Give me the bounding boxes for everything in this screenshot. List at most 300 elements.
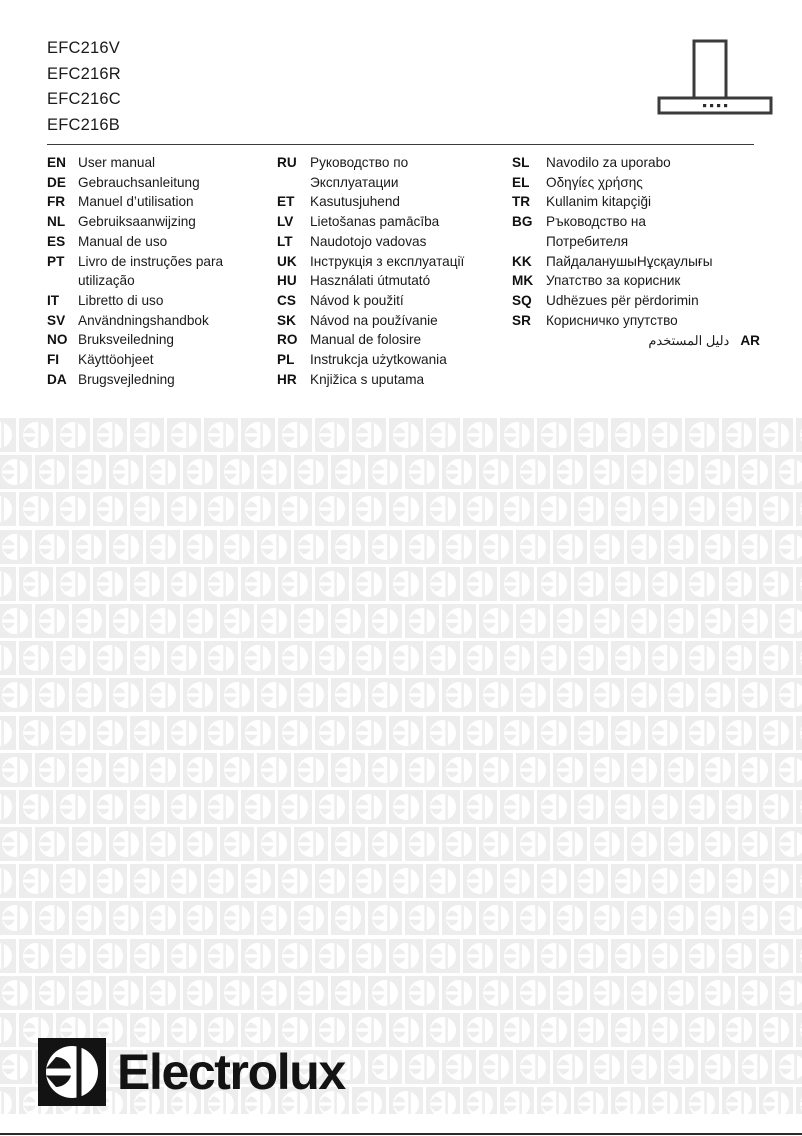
electrolux-logo-mark-tile-icon (722, 939, 756, 973)
electrolux-logo-mark-tile-icon (738, 1050, 772, 1084)
electrolux-logo-mark-tile-icon (537, 716, 571, 750)
language-label: Інструкція з експлуатації (310, 253, 465, 269)
electrolux-logo-mark-tile-icon (479, 827, 513, 861)
language-row (512, 252, 760, 272)
language-row (47, 291, 279, 311)
electrolux-logo-mark-tile-icon (278, 567, 312, 601)
electrolux-logo-mark-tile-icon (72, 827, 106, 861)
language-row (277, 271, 505, 291)
electrolux-logo-mark-tile-icon (405, 1050, 439, 1084)
electrolux-logo-mark-tile-icon (759, 939, 793, 973)
electrolux-logo-mark-tile-icon (241, 567, 275, 601)
language-row (47, 153, 279, 173)
electrolux-logo-mark-tile-icon (611, 492, 645, 526)
electrolux-logo-mark-tile-icon (352, 790, 386, 824)
electrolux-logo-mark-tile-icon (442, 976, 476, 1010)
electrolux-logo-mark-tile-icon (537, 567, 571, 601)
electrolux-logo-mark-tile-icon (389, 567, 423, 601)
watermark-row (0, 901, 802, 938)
electrolux-logo-mark-tile-icon (537, 939, 571, 973)
electrolux-logo-mark-tile-icon (590, 753, 624, 787)
electrolux-logo-mark-tile-icon (685, 492, 719, 526)
electrolux-logo-mark-tile-icon (426, 641, 460, 675)
electrolux-logo-mark-tile-icon (426, 418, 460, 452)
electrolux-logo-mark-tile-icon (664, 530, 698, 564)
electrolux-logo-mark-tile-icon (685, 1087, 719, 1114)
model-number: EFC216C (47, 90, 121, 108)
electrolux-logo-mark-tile-icon (722, 567, 756, 601)
language-label: Livro de instruções para (78, 253, 224, 269)
electrolux-logo-mark-tile-icon (463, 1013, 497, 1047)
electrolux-logo-mark-tile-icon (0, 753, 32, 787)
electrolux-logo-mark-tile-icon (130, 790, 164, 824)
electrolux-logo-mark-tile-icon (389, 790, 423, 824)
electrolux-logo-mark-tile-icon (611, 716, 645, 750)
watermark-row (0, 604, 802, 641)
language-code: DE (47, 174, 66, 190)
electrolux-logo-mark-tile-icon (368, 827, 402, 861)
language-code: FR (47, 194, 66, 210)
language-code: HU (277, 273, 297, 289)
electrolux-logo-mark-tile-icon (0, 530, 32, 564)
electrolux-logo-mark-tile-icon (204, 716, 238, 750)
electrolux-logo-mark-tile-icon (590, 976, 624, 1010)
electrolux-logo-mark-tile-icon (442, 901, 476, 935)
electrolux-logo-mark-tile-icon (426, 864, 460, 898)
electrolux-logo-mark-tile-icon (648, 418, 682, 452)
language-label: Manual de uso (78, 233, 168, 249)
electrolux-logo-mark-tile-icon (93, 567, 127, 601)
electrolux-logo-mark-tile-icon (109, 753, 143, 787)
language-label: Instrukcja użytkowania (310, 352, 447, 368)
electrolux-logo-mark-tile-icon (516, 530, 550, 564)
watermark-row (0, 641, 802, 678)
model-number-list (47, 36, 121, 138)
electrolux-logo-mark-tile-icon (389, 641, 423, 675)
electrolux-logo-mark-tile-icon (167, 567, 201, 601)
electrolux-logo-mark-tile-icon (590, 1050, 624, 1084)
electrolux-logo-mark-tile-icon (278, 939, 312, 973)
electrolux-logo-mark-tile-icon (648, 567, 682, 601)
electrolux-logo-mark-tile-icon (93, 641, 127, 675)
electrolux-logo-mark-tile-icon (648, 641, 682, 675)
electrolux-logo-mark-tile-icon (315, 418, 349, 452)
electrolux-logo-mark-tile-icon (553, 678, 587, 712)
electrolux-logo-mark-tile-icon (257, 827, 291, 861)
electrolux-logo-mark-tile-icon (685, 418, 719, 452)
language-label: Naudotojo vadovas (310, 233, 427, 249)
electrolux-logo-mark-tile-icon (722, 790, 756, 824)
electrolux-logo-mark-tile-icon (775, 753, 802, 787)
language-row-arabic (512, 331, 760, 351)
language-row (277, 370, 505, 390)
electrolux-logo-mark-tile-icon (463, 641, 497, 675)
electrolux-logo-mark-tile-icon (516, 604, 550, 638)
electrolux-logo-mark-tile-icon (93, 939, 127, 973)
electrolux-logo-mark-tile-icon (516, 753, 550, 787)
language-row (47, 350, 279, 370)
language-code: EL (512, 174, 530, 190)
electrolux-logo-mark-tile-icon (426, 492, 460, 526)
electrolux-logo-mark-tile-icon (352, 567, 386, 601)
electrolux-logo-mark-icon (38, 1038, 106, 1106)
electrolux-logo-mark-tile-icon (516, 678, 550, 712)
electrolux-logo-mark-tile-icon (93, 418, 127, 452)
electrolux-logo-mark-tile-icon (146, 901, 180, 935)
electrolux-logo-mark-tile-icon (701, 753, 735, 787)
electrolux-logo-mark-tile-icon (368, 1050, 402, 1084)
electrolux-logo-mark-tile-icon (574, 1013, 608, 1047)
model-number: EFC216V (47, 39, 120, 57)
electrolux-logo-mark-tile-icon (146, 827, 180, 861)
electrolux-logo-mark-tile-icon (93, 790, 127, 824)
electrolux-logo-mark-tile-icon (56, 418, 90, 452)
electrolux-logo-mark-tile-icon (796, 790, 802, 824)
electrolux-logo-mark-tile-icon (648, 1013, 682, 1047)
electrolux-logo-mark-tile-icon (257, 901, 291, 935)
language-column-1 (47, 153, 279, 389)
language-code: BG (512, 214, 533, 230)
electrolux-logo-mark-tile-icon (664, 827, 698, 861)
electrolux-logo-mark-tile-icon (405, 753, 439, 787)
electrolux-logo-mark-tile-icon (35, 901, 69, 935)
electrolux-logo-mark-tile-icon (627, 455, 661, 489)
electrolux-logo-mark-tile-icon (405, 827, 439, 861)
electrolux-logo-mark-tile-icon (553, 976, 587, 1010)
electrolux-logo-mark-tile-icon (590, 530, 624, 564)
electrolux-logo-mark-tile-icon (204, 492, 238, 526)
electrolux-logo-mark-tile-icon (701, 827, 735, 861)
electrolux-logo-mark-tile-icon (278, 864, 312, 898)
electrolux-logo-mark-tile-icon (220, 753, 254, 787)
language-code: PT (47, 253, 65, 269)
electrolux-logo-mark-tile-icon (19, 567, 53, 601)
electrolux-logo-mark-tile-icon (220, 827, 254, 861)
language-label: Kasutusjuhend (310, 194, 400, 210)
electrolux-logo-mark-tile-icon (109, 901, 143, 935)
electrolux-logo-mark-tile-icon (204, 790, 238, 824)
language-row (47, 370, 279, 390)
electrolux-logo-mark-tile-icon (648, 716, 682, 750)
electrolux-logo-mark-tile-icon (442, 530, 476, 564)
electrolux-logo-mark-tile-icon (516, 455, 550, 489)
watermark-row (0, 827, 802, 864)
electrolux-logo-mark-tile-icon (368, 604, 402, 638)
electrolux-logo-mark-tile-icon (19, 716, 53, 750)
electrolux-logo-mark-tile-icon (648, 939, 682, 973)
language-row (277, 330, 505, 350)
electrolux-logo-mark-tile-icon (352, 641, 386, 675)
electrolux-logo-mark-tile-icon (130, 864, 164, 898)
electrolux-logo-mark-tile-icon (109, 530, 143, 564)
electrolux-logo-mark-tile-icon (611, 1087, 645, 1114)
electrolux-logo-mark-tile-icon (19, 641, 53, 675)
electrolux-logo-mark-tile-icon (574, 418, 608, 452)
electrolux-logo-mark-tile-icon (204, 939, 238, 973)
language-label-line2: utilização (78, 273, 135, 289)
electrolux-logo-mark-tile-icon (0, 790, 16, 824)
language-row (277, 232, 505, 252)
electrolux-logo-mark-tile-icon (796, 567, 802, 601)
electrolux-logo-mark-tile-icon (204, 418, 238, 452)
language-code: RO (277, 332, 298, 348)
electrolux-logo-mark-tile-icon (627, 1050, 661, 1084)
electrolux-logo-mark-tile-icon (315, 567, 349, 601)
electrolux-logo-mark-tile-icon (701, 604, 735, 638)
electrolux-logo-mark-tile-icon (183, 901, 217, 935)
electrolux-logo-mark-tile-icon (0, 641, 16, 675)
watermark-row (0, 530, 802, 567)
electrolux-logo-mark-tile-icon (0, 1087, 16, 1114)
electrolux-logo-mark-tile-icon (426, 790, 460, 824)
electrolux-logo-mark-tile-icon (315, 716, 349, 750)
electrolux-logo-mark-tile-icon (722, 418, 756, 452)
electrolux-logo-mark-tile-icon (0, 418, 16, 452)
electrolux-logo-mark-tile-icon (537, 418, 571, 452)
electrolux-logo-mark-tile-icon (738, 827, 772, 861)
electrolux-logo-mark-tile-icon (479, 530, 513, 564)
language-code: KK (512, 253, 532, 269)
electrolux-logo-mark-tile-icon (574, 939, 608, 973)
electrolux-logo-mark-tile-icon (220, 530, 254, 564)
electrolux-logo-mark-tile-icon (553, 530, 587, 564)
electrolux-logo-mark-tile-icon (56, 790, 90, 824)
electrolux-logo-mark-tile-icon (537, 1013, 571, 1047)
language-row (512, 192, 760, 212)
electrolux-logo-mark-tile-icon (648, 492, 682, 526)
electrolux-logo-mark-tile-icon (257, 976, 291, 1010)
electrolux-logo-mark-tile-icon (204, 864, 238, 898)
language-label: ПайдаланушыНұсқаулығы (546, 253, 713, 269)
electrolux-logo-mark-tile-icon (574, 567, 608, 601)
language-code: SR (512, 312, 531, 328)
electrolux-logo-mark-tile-icon (479, 455, 513, 489)
electrolux-logo-mark-tile-icon (241, 790, 275, 824)
electrolux-logo-mark-tile-icon (627, 678, 661, 712)
electrolux-logo-mark-tile-icon (611, 939, 645, 973)
electrolux-logo-mark-tile-icon (72, 455, 106, 489)
electrolux-logo-mark-tile-icon (130, 716, 164, 750)
electrolux-logo-mark-tile-icon (426, 567, 460, 601)
electrolux-logo-mark-tile-icon (352, 716, 386, 750)
language-label: Οδηγίες χρήσης (546, 174, 643, 190)
electrolux-logo-mark-tile-icon (759, 716, 793, 750)
electrolux-logo-mark-tile-icon (93, 716, 127, 750)
electrolux-logo-mark-tile-icon (648, 864, 682, 898)
electrolux-logo-mark-tile-icon (553, 604, 587, 638)
electrolux-logo-mark-tile-icon (574, 641, 608, 675)
electrolux-logo-mark-tile-icon (257, 604, 291, 638)
electrolux-logo-mark-tile-icon (183, 753, 217, 787)
electrolux-logo-mark-tile-icon (701, 455, 735, 489)
electrolux-logo-mark-tile-icon (183, 827, 217, 861)
electrolux-logo-mark-tile-icon (796, 939, 802, 973)
electrolux-logo-mark-tile-icon (574, 492, 608, 526)
language-code: EN (47, 155, 66, 170)
electrolux-logo-mark-tile-icon (775, 901, 802, 935)
electrolux-logo-mark-tile-icon (130, 492, 164, 526)
language-label: Brugsvejledning (78, 371, 175, 387)
electrolux-logo-mark-tile-icon (35, 753, 69, 787)
language-row (277, 153, 505, 192)
electrolux-logo-mark-tile-icon (352, 1087, 386, 1114)
electrolux-logo-mark-tile-icon (701, 1050, 735, 1084)
electrolux-logo-mark-tile-icon (331, 455, 365, 489)
electrolux-logo-mark-tile-icon (389, 418, 423, 452)
electrolux-logo-mark-tile-icon (796, 1013, 802, 1047)
electrolux-logo-mark-tile-icon (331, 901, 365, 935)
electrolux-logo-mark-tile-icon (627, 604, 661, 638)
electrolux-logo-mark-tile-icon (0, 976, 32, 1010)
electrolux-logo-mark-tile-icon (146, 753, 180, 787)
electrolux-logo-mark-tile-icon (405, 604, 439, 638)
language-row (277, 350, 505, 370)
electrolux-logo-mark-tile-icon (442, 1050, 476, 1084)
electrolux-logo-mark-tile-icon (93, 864, 127, 898)
electrolux-logo-mark-tile-icon (463, 939, 497, 973)
electrolux-logo-mark-tile-icon (183, 530, 217, 564)
electrolux-logo-mark-tile-icon (759, 641, 793, 675)
electrolux-logo-mark-tile-icon (331, 604, 365, 638)
electrolux-logo-mark-tile-icon (167, 492, 201, 526)
language-row (277, 291, 505, 311)
electrolux-logo-mark-tile-icon (500, 1013, 534, 1047)
language-row (47, 311, 279, 331)
electrolux-logo-mark-tile-icon (72, 530, 106, 564)
electrolux-logo-mark-tile-icon (463, 492, 497, 526)
electrolux-logo-mark-tile-icon (35, 530, 69, 564)
electrolux-logo-mark-tile-icon (0, 604, 32, 638)
language-label: Корисничко упутство (546, 312, 678, 328)
language-label-line2: Эксплуатации (310, 174, 399, 190)
electrolux-logo-mark-tile-icon (146, 976, 180, 1010)
electrolux-logo-mark-tile-icon (537, 1087, 571, 1114)
electrolux-logo-mark-tile-icon (167, 641, 201, 675)
electrolux-logo-mark-tile-icon (685, 864, 719, 898)
electrolux-logo-mark-tile-icon (278, 492, 312, 526)
electrolux-logo-mark-tile-icon (389, 939, 423, 973)
electrolux-logo-mark-tile-icon (664, 901, 698, 935)
language-row (47, 252, 279, 291)
electrolux-logo-mark-tile-icon (722, 492, 756, 526)
electrolux-logo-mark-tile-icon (220, 455, 254, 489)
watermark-row (0, 790, 802, 827)
electrolux-logo-mark-tile-icon (553, 901, 587, 935)
electrolux-logo-mark-tile-icon (278, 790, 312, 824)
language-label: Navodilo za uporabo (546, 155, 671, 170)
electrolux-logo-mark-tile-icon (146, 678, 180, 712)
electrolux-logo-mark-tile-icon (664, 678, 698, 712)
language-code: SQ (512, 292, 532, 308)
electrolux-logo-mark-tile-icon (775, 455, 802, 489)
language-label: Ръководство на (546, 214, 646, 230)
electrolux-logo-mark-tile-icon (664, 1050, 698, 1084)
language-label: User manual (78, 155, 156, 170)
language-label: Bruksveiledning (78, 332, 174, 348)
electrolux-logo-mark-tile-icon (442, 827, 476, 861)
electrolux-logo-mark-tile-icon (331, 827, 365, 861)
electrolux-logo-mark-tile-icon (331, 976, 365, 1010)
electrolux-logo-mark-tile-icon (19, 939, 53, 973)
electrolux-logo-mark-tile-icon (516, 901, 550, 935)
electrolux-logo-mark-tile-icon (500, 716, 534, 750)
electrolux-logo-mark-tile-icon (405, 976, 439, 1010)
electrolux-logo-mark-tile-icon (775, 976, 802, 1010)
electrolux-logo-mark-tile-icon (759, 864, 793, 898)
electrolux-logo-mark-tile-icon (257, 753, 291, 787)
electrolux-logo-mark-tile-icon (685, 939, 719, 973)
language-column-2 (277, 153, 505, 389)
watermark-row (0, 939, 802, 976)
electrolux-logo-mark-tile-icon (257, 678, 291, 712)
language-code: NL (47, 214, 66, 230)
electrolux-logo-mark-tile-icon (389, 716, 423, 750)
electrolux-logo-mark-tile-icon (0, 827, 32, 861)
electrolux-logo-mark-tile-icon (500, 864, 534, 898)
language-row (47, 173, 279, 193)
electrolux-logo-mark-tile-icon (19, 418, 53, 452)
electrolux-logo-mark-tile-icon (701, 678, 735, 712)
electrolux-logo-mark-tile-icon (331, 678, 365, 712)
electrolux-logo-mark-tile-icon (0, 716, 16, 750)
electrolux-logo-mark-tile-icon (257, 455, 291, 489)
language-code: LV (277, 214, 294, 230)
electrolux-logo-mark-tile-icon (56, 716, 90, 750)
electrolux-logo-mark-tile-icon (590, 678, 624, 712)
electrolux-logo-mark-tile-icon (553, 753, 587, 787)
electrolux-logo-mark-tile-icon (368, 753, 402, 787)
electrolux-logo-mark-tile-icon (627, 530, 661, 564)
electrolux-logo-mark-tile-icon (500, 492, 534, 526)
electrolux-logo-mark-tile-icon (537, 641, 571, 675)
language-code: PL (277, 352, 295, 368)
electrolux-logo-mark-tile-icon (93, 492, 127, 526)
language-row (277, 192, 505, 212)
electrolux-logo-mark-tile-icon (627, 827, 661, 861)
electrolux-logo-mark-tile-icon (463, 418, 497, 452)
electrolux-logo-mark-tile-icon (0, 939, 16, 973)
language-row (277, 212, 505, 232)
electrolux-logo-mark-tile-icon (701, 530, 735, 564)
electrolux-logo-mark-tile-icon (722, 1013, 756, 1047)
language-label: Manuel d’utilisation (78, 194, 194, 210)
language-row (512, 311, 760, 331)
electrolux-logo-mark-tile-icon (738, 530, 772, 564)
electrolux-logo-mark-tile-icon (627, 901, 661, 935)
electrolux-logo-mark-tile-icon (664, 455, 698, 489)
electrolux-logo-mark-tile-icon (685, 1013, 719, 1047)
electrolux-logo-mark-tile-icon (278, 418, 312, 452)
language-label-arabic: دليل المستخدم (648, 333, 730, 349)
electrolux-logo-mark-tile-icon (611, 641, 645, 675)
electrolux-logo-mark-tile-icon (72, 753, 106, 787)
watermark-row (0, 678, 802, 715)
electrolux-logo-mark-tile-icon (146, 455, 180, 489)
electrolux-logo-mark-tile-icon (796, 641, 802, 675)
electrolux-logo-mark-tile-icon (146, 530, 180, 564)
electrolux-logo-mark-tile-icon (463, 567, 497, 601)
electrolux-wordmark: Electrolux (117, 1044, 345, 1100)
electrolux-logo-mark-tile-icon (167, 790, 201, 824)
electrolux-logo-mark-tile-icon (352, 1013, 386, 1047)
language-label: Használati útmutató (310, 273, 431, 289)
electrolux-logo-mark-tile-icon (685, 716, 719, 750)
electrolux-logo-mark-tile-icon (220, 976, 254, 1010)
language-code: FI (47, 352, 60, 368)
electrolux-logo-mark-tile-icon (796, 418, 802, 452)
electrolux-logo-mark-tile-icon (796, 716, 802, 750)
electrolux-logo-mark-tile-icon (352, 418, 386, 452)
